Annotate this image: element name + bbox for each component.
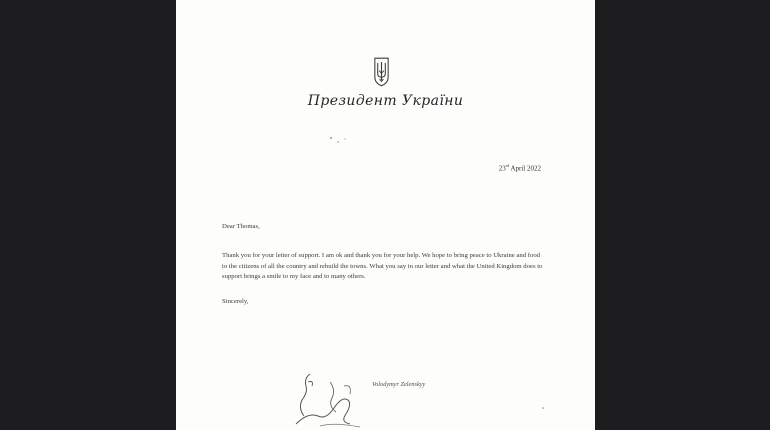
trident-emblem-icon <box>372 56 391 87</box>
letter-date <box>499 163 541 172</box>
letterhead-title: Президент України <box>307 93 464 109</box>
letter-closing: Sincerely, <box>222 298 249 305</box>
paper-speck-mark <box>541 406 545 410</box>
handwritten-signature <box>290 364 380 430</box>
date-rest: April 2022 <box>509 164 541 173</box>
date-day: 23 <box>498 164 506 173</box>
date-suffix: rd <box>505 163 510 168</box>
letter-body: Thank you for your letter of support. I am ok and thank you for your help. We hope to bring peace to Ukraine and food to the citizens of all the country and rebuild the towns. What you say in our letter and what the United Kingdom does to support brings a smile to my face and to many others. <box>222 252 543 280</box>
signatory-name: Volodymyr Zelenskyy <box>372 381 426 388</box>
letter-page <box>176 0 595 430</box>
paper-speck-marks <box>328 134 348 146</box>
letter-greeting: Dear Thomas, <box>222 223 260 230</box>
